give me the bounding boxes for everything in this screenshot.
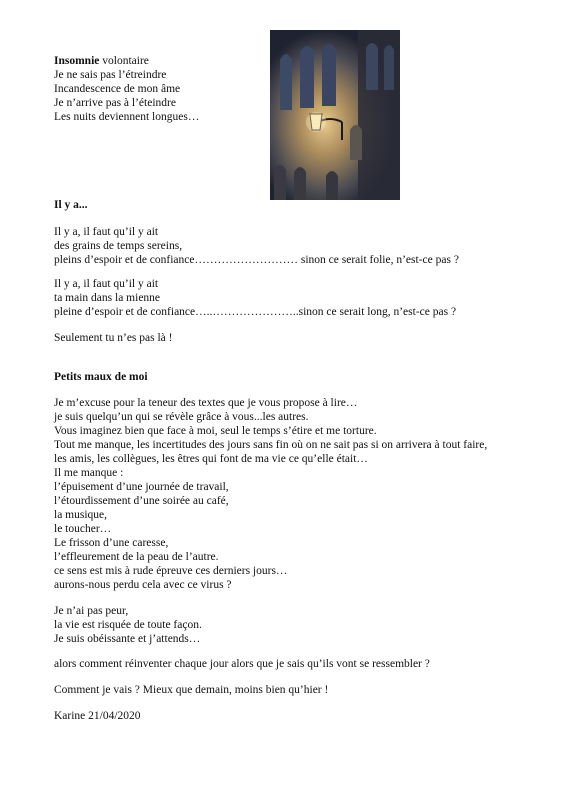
poem3-line: Je m’excuse pour la teneur des textes que je vous propose à lire…: [54, 397, 358, 409]
poem3-line: Le frisson d’une caresse,: [54, 537, 169, 549]
poem3-line: Je suis obéissante et j’attends…: [54, 633, 201, 645]
poem3-line: l’épuisement d’une journée de travail,: [54, 481, 229, 493]
poem1-title: [54, 54, 149, 68]
poem2-closing: Seulement tu n’es pas là !: [54, 332, 173, 344]
poem2-line: des grains de temps sereins,: [54, 240, 183, 252]
poem2-line: Il y a, il faut qu’il y ait: [54, 278, 159, 290]
poem3-line: les amis, les collègues, les êtres qui font de ma vie ce qu’elle était…: [54, 453, 368, 465]
signature: Karine 21/04/2020: [54, 710, 141, 722]
poem1-title-rest: volontaire: [99, 55, 149, 67]
poem3-title: Petits maux de moi: [54, 371, 148, 383]
poem3-line: le toucher…: [54, 523, 112, 535]
poem1-line: Les nuits deviennent longues…: [54, 111, 200, 123]
poem2-line: ta main dans la mienne: [54, 292, 161, 304]
poem3-line: la vie est risquée de toute façon.: [54, 619, 202, 631]
poem3-line: l’effleurement de la peau de l’autre.: [54, 551, 219, 563]
poem3-line: Je n’ai pas peur,: [54, 605, 129, 617]
poem3-line: Vous imaginez bien que face à moi, seul le temps s’étire et me torture.: [54, 425, 377, 437]
poem2-title: Il y a...: [54, 199, 88, 211]
poem3-line: la musique,: [54, 509, 108, 521]
poem2-line: pleine d’espoir et de confiance…..…………………..sinon ce serait long, n’est-ce pas ?: [54, 306, 457, 318]
poem3-line: je suis quelqu’un qui se révèle grâce à vous...les autres.: [54, 411, 309, 423]
poem1-line: Je n’arrive pas à l’éteindre: [54, 97, 176, 109]
street-lamp-photo: [270, 30, 400, 200]
poem3-line: Comment je vais ? Mieux que demain, moins bien qu’hier !: [54, 684, 329, 696]
poem1-title-bold: Insomnie: [54, 55, 100, 67]
poem3-line: alors comment réinventer chaque jour alors que je sais qu’ils vont se ressembler ?: [54, 658, 430, 670]
poem3-line: l’étourdissement d’une soirée au café,: [54, 495, 229, 507]
poem3-line: aurons-nous perdu cela avec ce virus ?: [54, 579, 232, 591]
poem3-line: Il me manque :: [54, 467, 124, 479]
poem2-line: pleins d’espoir et de confiance……………………… sinon ce serait folie, n’est-ce pas ?: [54, 254, 459, 266]
poem3-line: Tout me manque, les incertitudes des jours sans fin où on ne sait pas si on arrivera à tout faire,: [54, 439, 488, 451]
poem1-line: Incandescence de mon âme: [54, 83, 181, 95]
poem2-line: Il y a, il faut qu’il y ait: [54, 226, 159, 238]
poem1-line: Je ne sais pas l’étreindre: [54, 69, 167, 81]
poem3-line: ce sens est mis à rude épreuve ces derniers jours…: [54, 565, 288, 577]
